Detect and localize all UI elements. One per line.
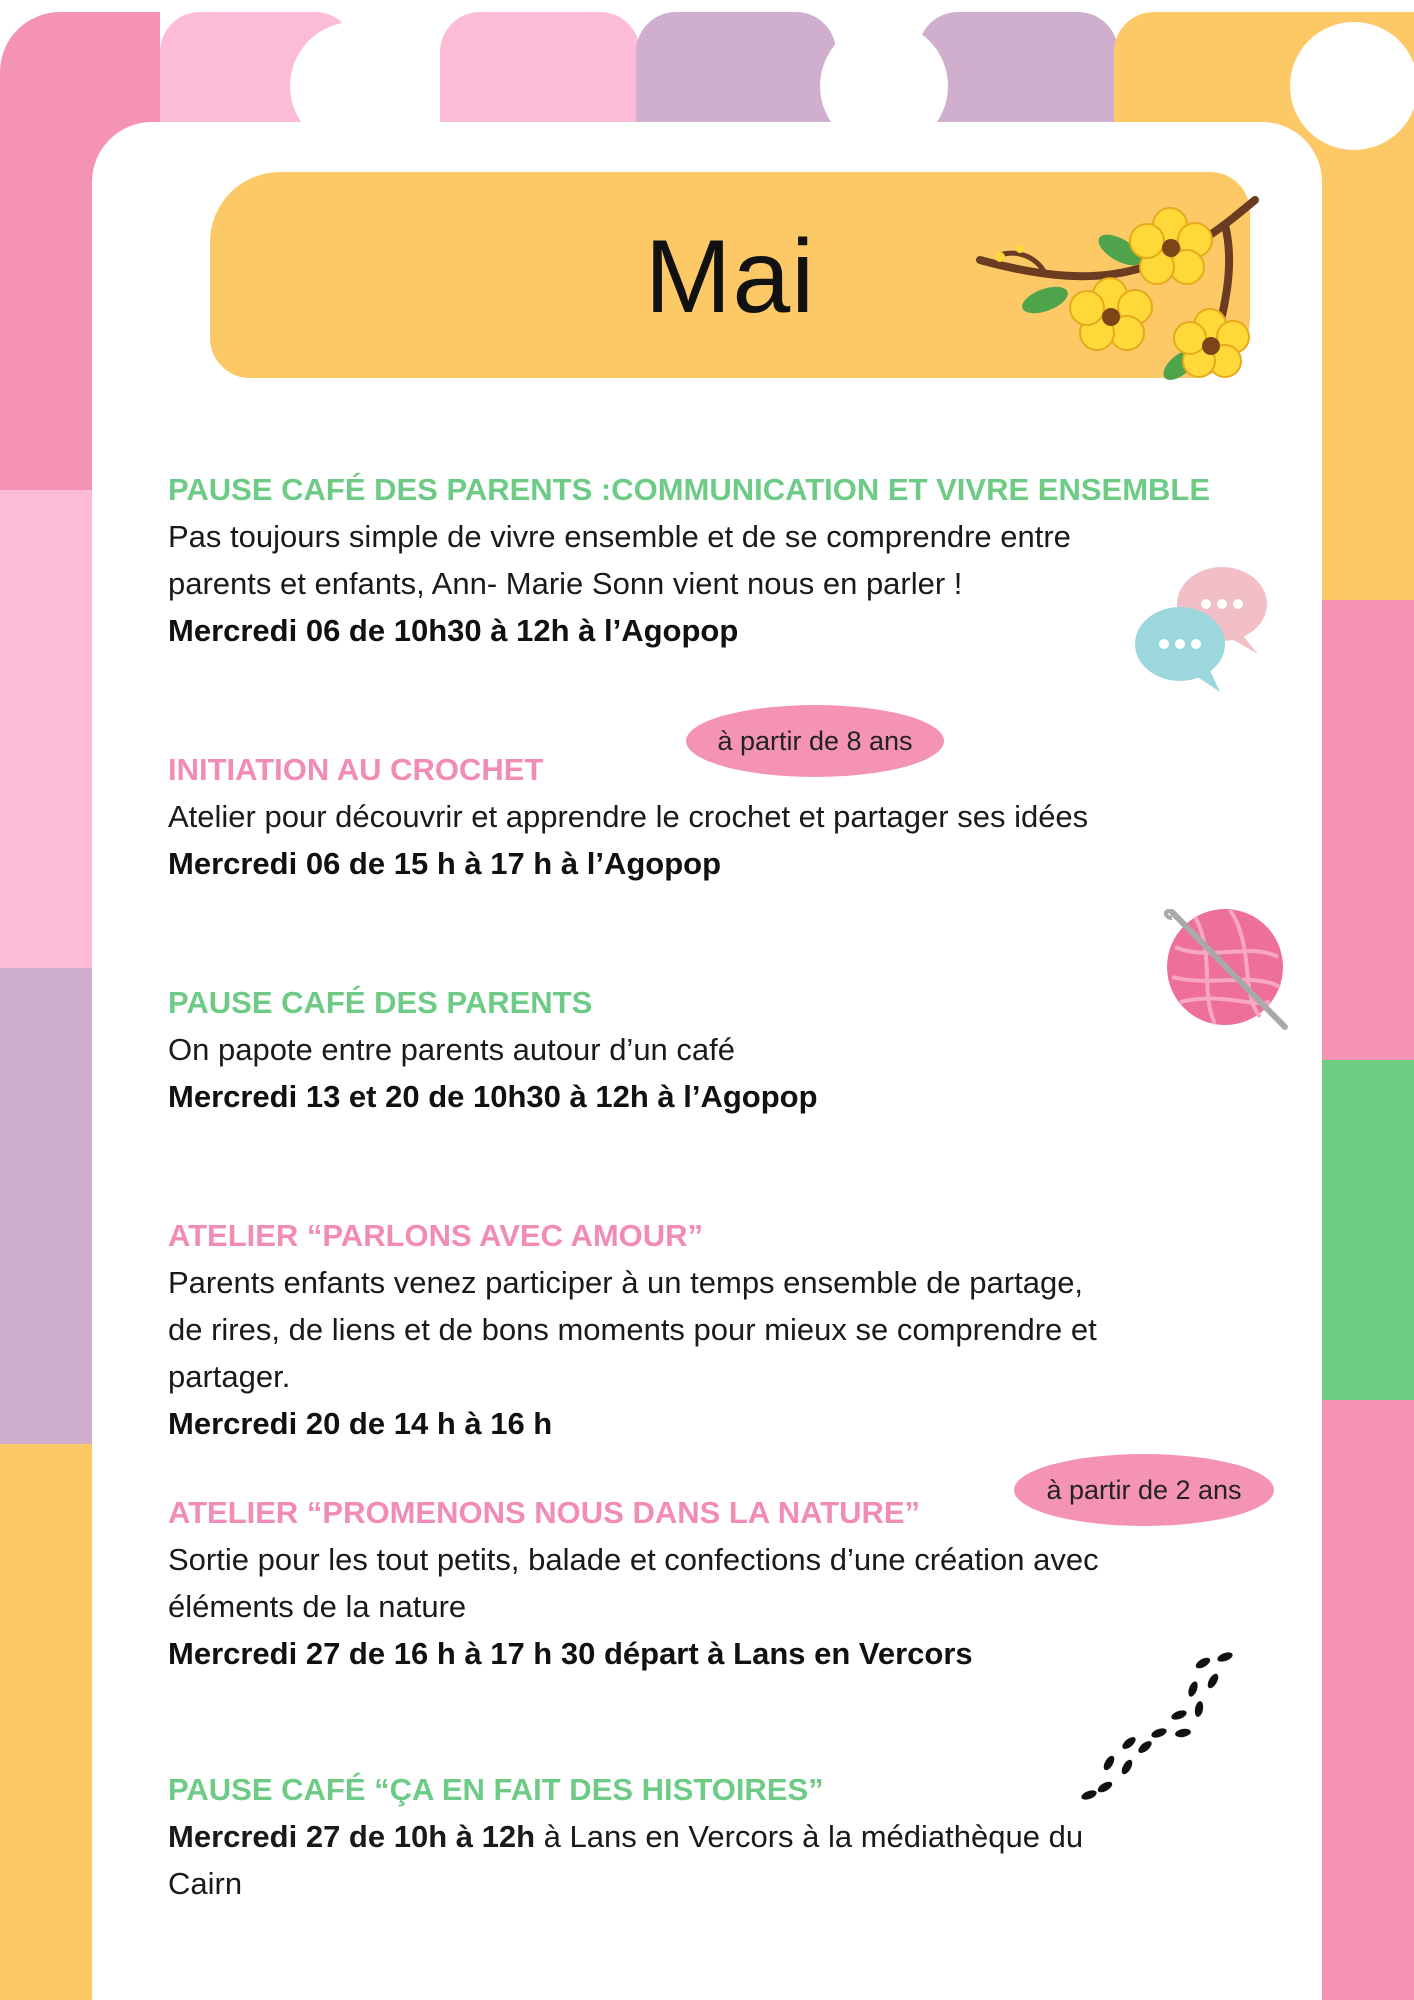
- event-title: PAUSE CAFÉ DES PARENTS: [168, 985, 593, 1020]
- event-crochet: [168, 747, 1268, 887]
- event-description: Cairn: [168, 1866, 243, 1901]
- event-description: Sortie pour les tout petits, balade et confections d’une création avec: [168, 1542, 1099, 1577]
- chat-bubbles-icon: [1130, 562, 1270, 692]
- event-pause-cafe: [168, 980, 1268, 1120]
- event-communication: [168, 467, 1268, 654]
- page-title: Mai: [644, 219, 816, 335]
- event-histoires: [168, 1767, 1268, 1907]
- event-description: de rires, de liens et de bons moments pour mieux se comprendre et: [168, 1312, 1097, 1347]
- event-description: Pas toujours simple de vivre ensemble et de se comprendre entre: [168, 519, 1071, 554]
- age-badge: à partir de 2 ans: [1014, 1454, 1274, 1526]
- event-date: Mercredi 13 et 20 de 10h30 à 12h à l’Agopop: [168, 1079, 818, 1114]
- event-description: parents et enfants, Ann- Marie Sonn vient nous en parler !: [168, 566, 963, 601]
- age-badge: à partir de 8 ans: [686, 705, 944, 777]
- event-description: Parents enfants venez participer à un temps ensemble de partage,: [168, 1265, 1084, 1300]
- event-title: ATELIER “PARLONS AVEC AMOUR”: [168, 1218, 704, 1253]
- event-date: Mercredi 27 de 16 h à 17 h 30 départ à Lans en Vercors: [168, 1636, 973, 1671]
- event-date: Mercredi 27 de 10h à 12h: [168, 1819, 536, 1854]
- event-description: On papote entre parents autour d’un café: [168, 1032, 736, 1067]
- event-date: Mercredi 06 de 15 h à 17 h à l’Agopop: [168, 846, 722, 881]
- flower-branch-icon: [975, 195, 1260, 380]
- event-parlons-avec-amour: [168, 1213, 1268, 1447]
- event-description: éléments de la nature: [168, 1589, 467, 1624]
- event-description: partager.: [168, 1359, 291, 1394]
- event-date: Mercredi 20 de 14 h à 16 h: [168, 1406, 553, 1441]
- event-title: ATELIER “PROMENONS NOUS DANS LA NATURE”: [168, 1495, 921, 1530]
- event-date: Mercredi 06 de 10h30 à 12h à l’Agopop: [168, 613, 739, 648]
- event-title: PAUSE CAFÉ “ÇA EN FAIT DES HISTOIRES”: [168, 1772, 824, 1807]
- bg-notch: [1290, 22, 1414, 150]
- event-location: à Lans en Vercors à la médiathèque du: [535, 1819, 1084, 1854]
- event-title: PAUSE CAFÉ DES PARENTS :COMMUNICATION ET VIVRE ENSEMBLE: [168, 472, 1211, 507]
- event-title: INITIATION AU CROCHET: [168, 752, 544, 787]
- event-description: Atelier pour découvrir et apprendre le crochet et partager ses idées: [168, 799, 1089, 834]
- event-description: [168, 1813, 1268, 1860]
